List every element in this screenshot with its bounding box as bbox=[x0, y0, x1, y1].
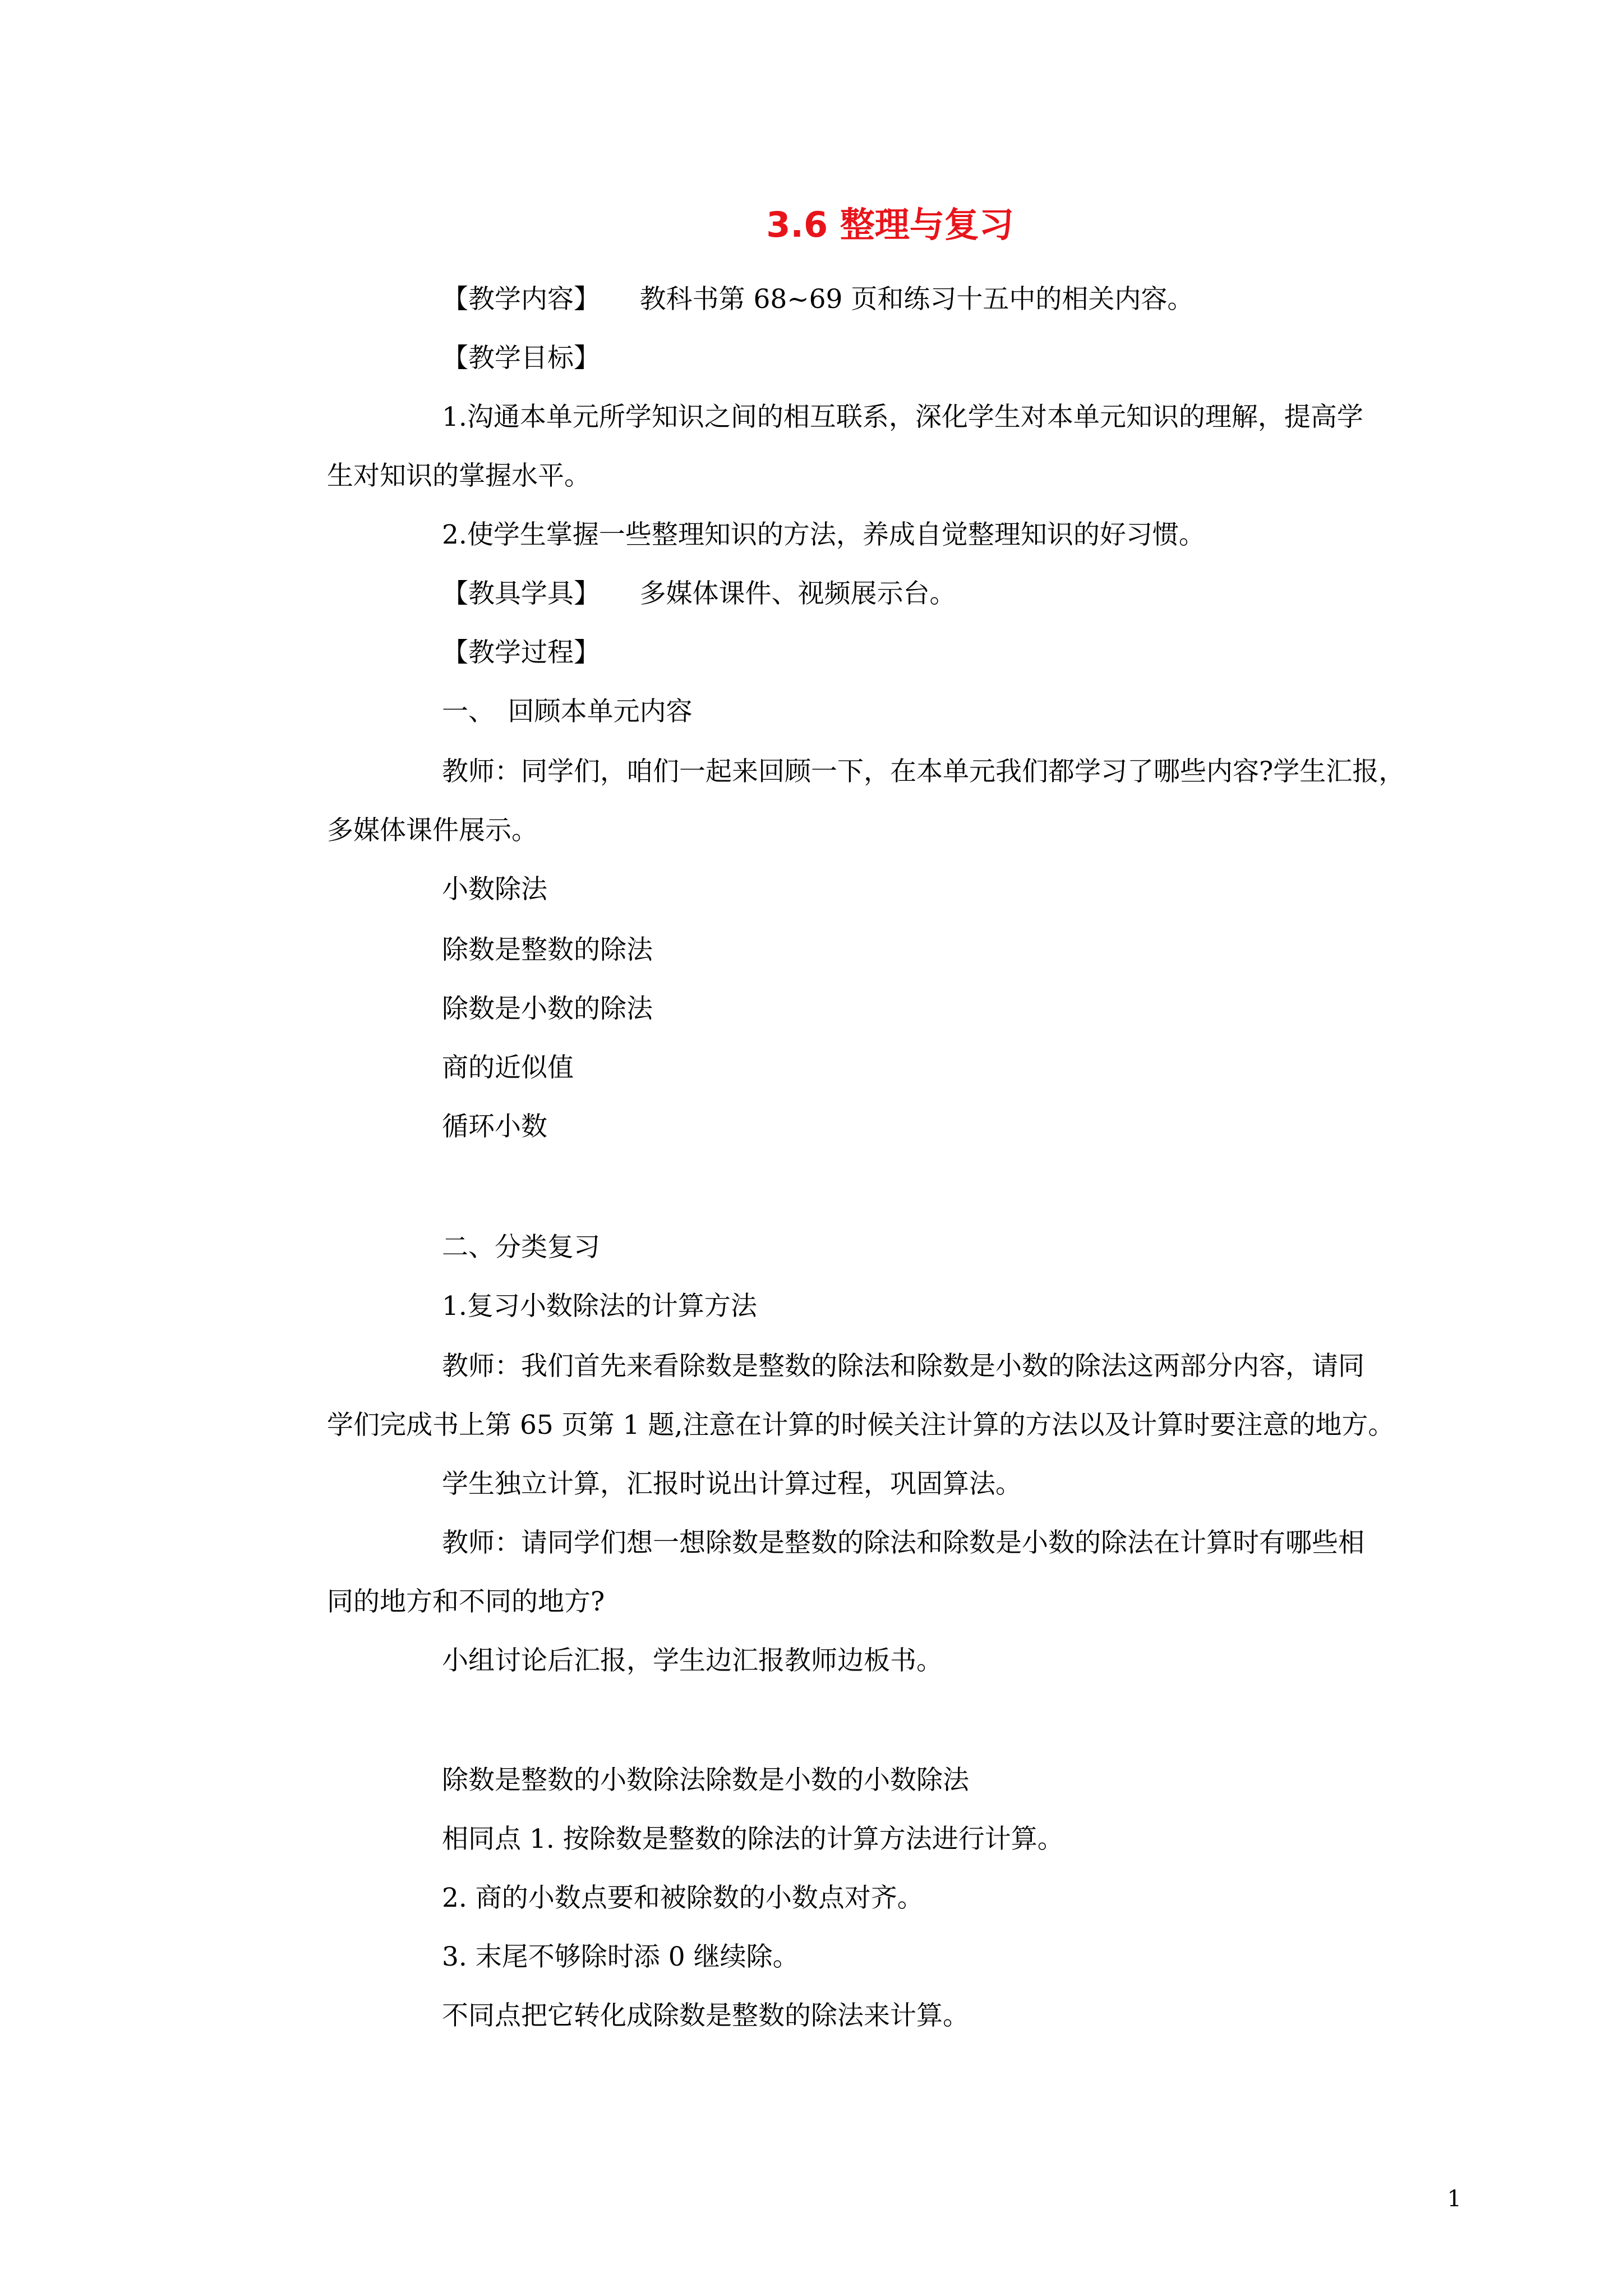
review-method-heading: 1.复习小数除法的计算方法 bbox=[442, 1291, 757, 1322]
similarity-point-1: 相同点 1. 按除数是整数的除法的计算方法进行计算。 bbox=[442, 1824, 1064, 1855]
group-discussion-line: 小组讨论后汇报，学生边汇报教师边板书。 bbox=[442, 1645, 943, 1676]
teaching-goals-heading: 【教学目标】 bbox=[442, 343, 600, 374]
teacher-review-line-2: 多媒体课件展示。 bbox=[327, 815, 538, 846]
goal-2-line: 2.使学生掌握一些整理知识的方法，养成自觉整理知识的好习惯。 bbox=[442, 519, 1205, 550]
similarity-point-3: 3. 末尾不够除时添 0 继续除。 bbox=[442, 1941, 799, 1972]
topic-integer-divisor: 除数是整数的除法 bbox=[442, 935, 653, 965]
section-two-heading: 二、分类复习 bbox=[442, 1232, 600, 1263]
student-calculation-line: 学生独立计算，汇报时说出计算过程，巩固算法。 bbox=[442, 1469, 1022, 1499]
comparison-header: 除数是整数的小数除法除数是小数的小数除法 bbox=[442, 1765, 969, 1796]
topic-decimal-division: 小数除法 bbox=[442, 874, 547, 905]
goal-1-line-2: 生对知识的掌握水平。 bbox=[327, 461, 591, 491]
page-number: 1 bbox=[1447, 2186, 1461, 2212]
goal-1-line-1: 1.沟通本单元所学知识之间的相互联系，深化学生对本单元知识的理解，提高学 bbox=[442, 402, 1363, 432]
similarity-point-2: 2. 商的小数点要和被除数的小数点对齐。 bbox=[442, 1883, 924, 1913]
teacher-question-line-2: 同的地方和不同的地方? bbox=[327, 1586, 605, 1617]
teacher-question-line-1: 教师：请同学们想一想除数是整数的除法和除数是小数的除法在计算时有哪些相 bbox=[442, 1527, 1364, 1558]
topic-approximate-quotient: 商的近似值 bbox=[442, 1052, 574, 1083]
page-title: 3.6 整理与复习 bbox=[766, 204, 1014, 245]
teacher-instruction-line-2: 学们完成书上第 65 页第 1 题,注意在计算的时候关注计算的方法以及计算时要注意的地方。 bbox=[327, 1410, 1395, 1441]
section-one-heading: 一、 回顾本单元内容 bbox=[442, 696, 693, 727]
topic-decimal-divisor: 除数是小数的除法 bbox=[442, 993, 653, 1024]
difference-point: 不同点把它转化成除数是整数的除法来计算。 bbox=[442, 2000, 969, 2031]
teaching-content-line: 【教学内容】 教科书第 68~69 页和练习十五中的相关内容。 bbox=[442, 284, 1194, 315]
teacher-instruction-line-1: 教师：我们首先来看除数是整数的除法和除数是小数的除法这两部分内容，请同 bbox=[442, 1351, 1364, 1382]
topic-repeating-decimal: 循环小数 bbox=[442, 1111, 547, 1142]
teaching-aids-line: 【教具学具】 多媒体课件、视频展示台。 bbox=[442, 578, 956, 609]
teacher-review-line-1: 教师：同学们，咱们一起来回顾一下，在本单元我们都学习了哪些内容?学生汇报， bbox=[442, 756, 1405, 787]
teaching-process-heading: 【教学过程】 bbox=[442, 637, 600, 668]
